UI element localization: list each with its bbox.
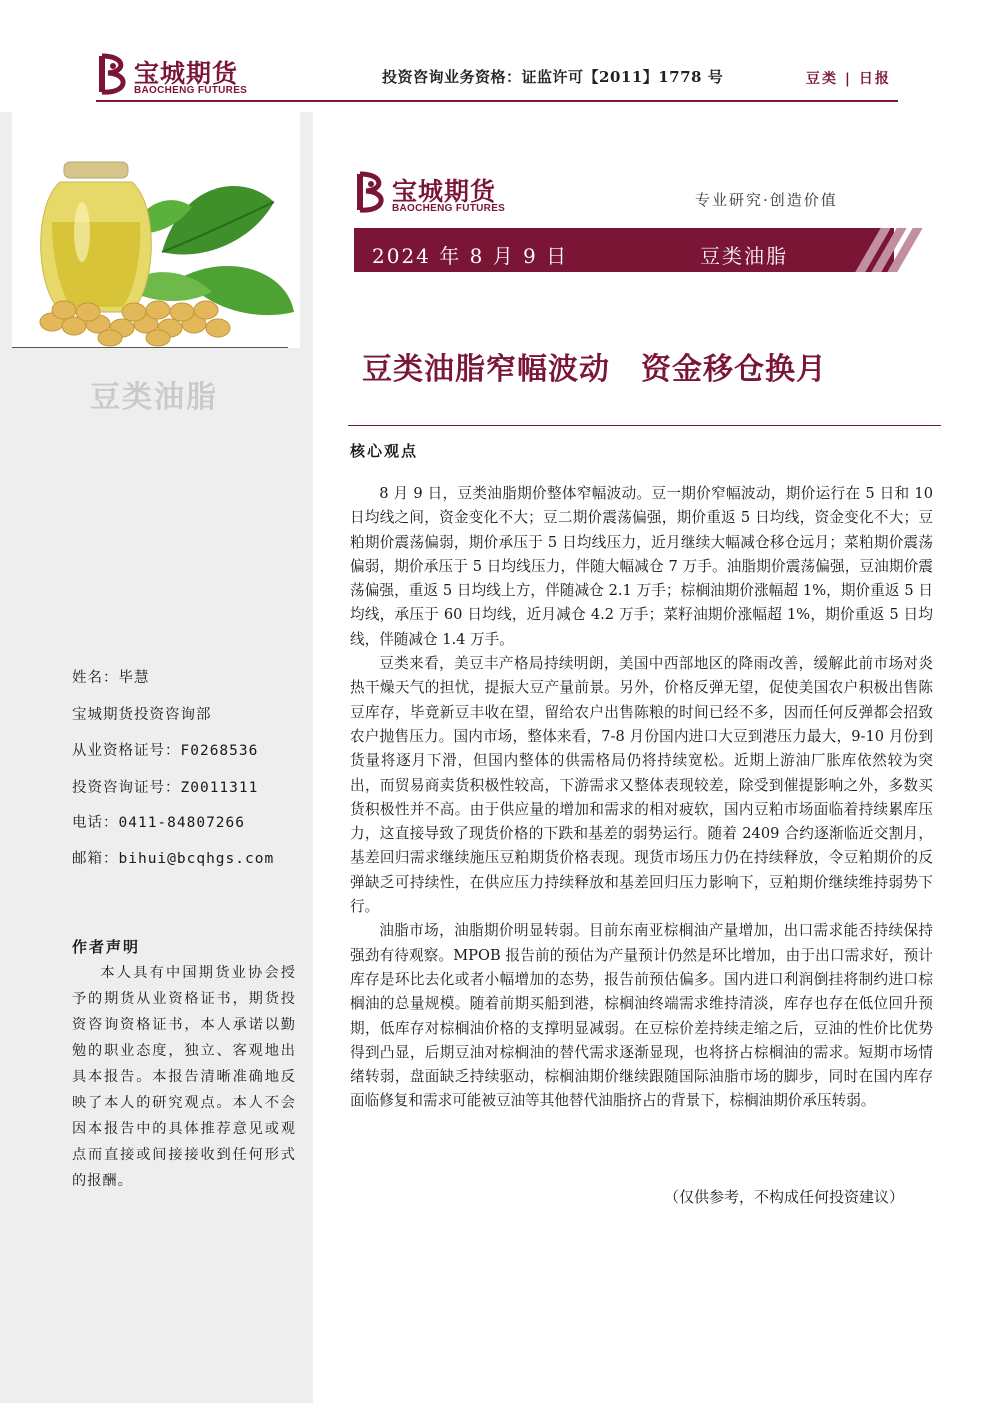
baocheng-logo-icon	[96, 52, 130, 96]
report-logo-text: 宝城期货	[392, 177, 497, 206]
report-title: 豆类油脂窄幅波动 资金移仓换月	[362, 352, 827, 387]
header-logo-en: BAOCHENG FUTURES	[134, 85, 248, 96]
header-logo	[96, 52, 256, 100]
baocheng-logo-icon	[354, 170, 388, 214]
analyst-license: 从业资格证号：F0268536	[72, 743, 259, 759]
disclaimer: （仅供参考，不构成任何投资建议）	[664, 1188, 905, 1206]
paragraph: 油脂市场，油脂期价明显转弱。目前东南亚棕榈油产量增加，出口需求能否持续保持强劲有待观察。MPOB 报告前的预估为产量预计仍然是环比增加，由于出口需求好，预计库存是环比去化或者小幅增加的态势，报告前预估偏多。国内进口利润倒挂将制约进口棕榈油的总量规模。随着前期买船到港，棕榈油终端需求维持清淡，库存也存在低位回升预期，低库存对棕榈油价格的支撑明显减弱。在豆棕价差持续走缩之后，豆油的性价比优势得到凸显，后期豆油对棕榈油的替代需求逐渐显现，也将挤占棕榈油的需求。短期市场情绪转弱，盘面缺乏持续驱动，棕榈油期价继续跟随国际油脂市场的脚步，同时在国内库存面临修复和需求可能被豆油等其他替代油脂挤占的背景下，棕榈油期价承压转弱。	[350, 922, 933, 1110]
declaration-body	[72, 960, 296, 1194]
header-divider	[96, 100, 898, 102]
report-logo	[354, 170, 524, 218]
declaration-text: 本人具有中国期货业协会授予的期货从业资格证书，期货投资咨询资格证书，本人承诺以勤勉的职业态度，独立、客观地出具本报告。本报告清晰准确地反映了本人的研究观点。本人不会因本报告中的具体推荐意见或观点而直接或间接接收到任何形式的报酬。	[72, 965, 296, 1189]
analyst-dept: 宝城期货投资咨询部	[72, 707, 212, 723]
core-label: 核心观点	[350, 442, 419, 460]
paragraph: 豆类来看，美豆丰产格局持续明朗，美国中西部地区的降雨改善，缓解此前市场对炎热干燥天气的担忧，提振大豆产量前景。另外，价格反弹无望，促使美国农户积极出售陈豆库存，毕竟新豆丰收在望，留给农户出售陈粮的时间已经不多，因而任何反弹都会招致农户抛售压力。国内市场，整体来看，7-8 月份国内进口大豆到港压力最大，9-10 月份到货量将逐月下滑，但国内整体的供需格局仍将持续宽松。近期上游油厂胀库依然较为突出，而贸易商卖货积极性较高，下游需求又整体表现较差，除受到催提影响之外，多数买货积极性并不高。由于供应量的增加和需求的相对疲软，国内豆粕市场面临着持续累库压力，这直接导致了现货价格的下跌和基差的弱势运行。随着 2409 合约逐渐临近交割月，基差回归需求继续施压豆粕期货价格表现。现货市场压力仍在持续释放，令豆粕期价的反弹缺乏可持续性，在供应压力持续释放和基差回归压力影响下，豆粕期价继续维持弱势下行。	[350, 655, 933, 916]
analyst-email: 邮箱：bihui@bcqhgs.com	[72, 851, 275, 867]
paragraph: 8 月 9 日，豆类油脂期价整体窄幅波动。豆一期价窄幅波动，期价运行在 5 日和 10 日均线之间，资金变化不大；豆二期价震荡偏强，期价重返 5 日均线，资金变化不大；豆粕期价震荡偏弱，期价承压于 5 日均线压力，近月继续大幅减仓移仓远月；菜粕期价震荡偏弱，期价承压于 5 日均线压力，伴随大幅减仓 7 万手。油脂期价震荡偏强，豆油期价震荡偏强，重返 5 日均线上方，伴随减仓 2.1 万手；棕榈油期价涨幅超 1%，期价重返 5 日均线，承压于 60 日均线，近月减仓 4.2 万手；菜籽油期价涨幅超 1%，期价重返 5 日均线，伴随减仓 1.4 万手。	[350, 485, 933, 648]
oil-jar-soybean-photo	[12, 112, 300, 348]
report-body	[350, 482, 933, 1114]
analyst-phone: 电话：0411-84807266	[72, 815, 245, 831]
report-date: 2024 年 8 月 9 日	[372, 244, 569, 268]
report-category: 豆类油脂	[700, 244, 788, 268]
report-tags: 豆类 | 日报	[806, 71, 891, 87]
photo-divider	[12, 347, 288, 348]
analyst-name: 姓名：毕慧	[72, 670, 150, 686]
sidebar-watermark: 豆类油脂	[90, 380, 218, 415]
declaration-title: 作者声明	[72, 938, 141, 956]
slogan: 专业研究·创造价值	[695, 191, 838, 209]
title-divider	[348, 425, 941, 426]
license-text: 投资咨询业务资格：证监许可【2011】1778 号	[382, 68, 724, 86]
analyst-consult-license: 投资咨询证号：Z0011311	[72, 780, 259, 796]
header-logo-text: 宝城期货	[134, 59, 239, 88]
report-logo-en: BAOCHENG FUTURES	[392, 203, 506, 214]
